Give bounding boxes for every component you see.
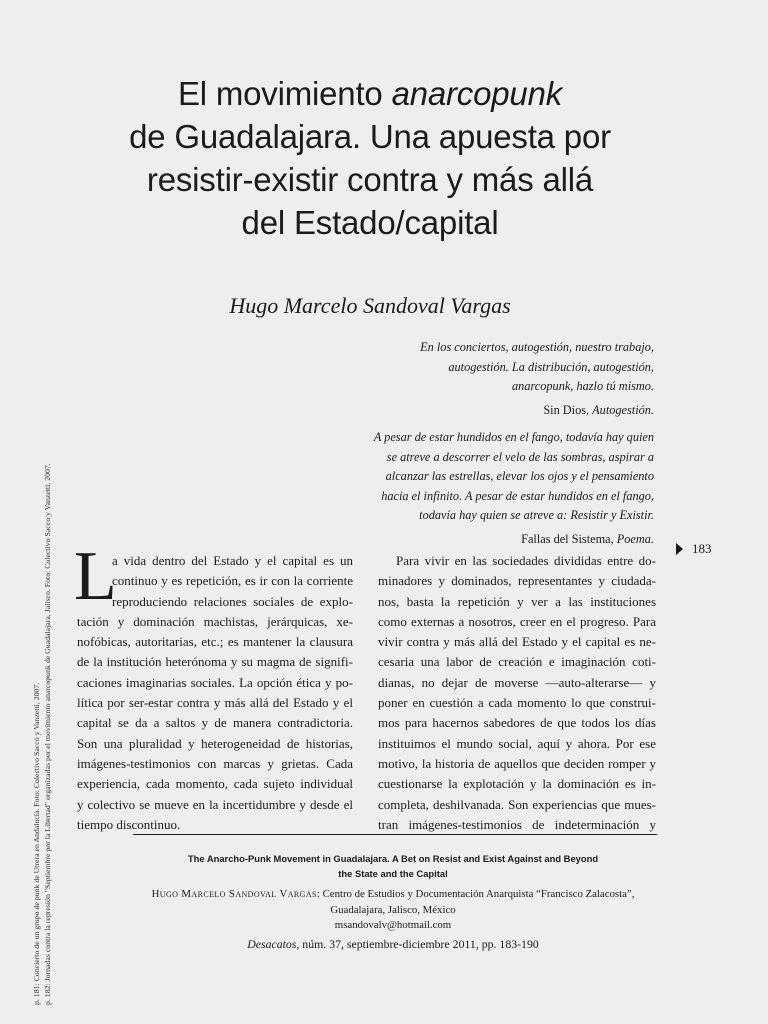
body-column-right bbox=[378, 551, 656, 835]
body-line: reproduciendo relaciones sociales de explo- bbox=[112, 593, 353, 609]
body-line: Para vivir en las sociedades divididas entre do- bbox=[396, 553, 656, 568]
body-line: completa, deshilvanada. Son experiencias que mues- bbox=[378, 796, 656, 812]
body-line: y colectivo se mueve en la incertidumbre y desde el bbox=[77, 796, 353, 812]
epigraph-line: hacia el infinito. A pesar de estar hundidos en el fango, bbox=[381, 488, 654, 503]
title-line-2: de Guadalajara. Una apuesta por bbox=[129, 118, 611, 155]
body-line: tran imágenes-testimonios de indeterminación y bbox=[378, 816, 656, 832]
epigraph-line: autogestión. La distribución, autogestión, bbox=[448, 359, 654, 374]
body-line: de la institución heterónoma y su magma de signifi- bbox=[77, 654, 353, 670]
body-line: como externas a nosotros, creer en el progreso. Para bbox=[378, 613, 656, 629]
epigraph-1 bbox=[334, 338, 654, 420]
body-line: cuestionarse la explotación y la dominación es in- bbox=[378, 776, 656, 792]
epigraph-line: todavía hay quien se atreve a: Resistir y Existir. bbox=[419, 508, 654, 522]
epigraph-line: alcanzar las estrellas, elevar los ojos y el pensamiento bbox=[385, 469, 654, 483]
epigraph-line: En los conciertos, autogestión, nuestro trabajo, bbox=[420, 340, 654, 354]
journal-name: Desacatos bbox=[247, 937, 297, 951]
body-line: imágenes-testimonios con marcas y grietas. Cada bbox=[77, 755, 353, 771]
title-line-1: El movimiento anarcopunk bbox=[177, 75, 563, 112]
body-line: experiencia, cada momento, cada sujeto individual bbox=[77, 776, 353, 792]
article-title bbox=[60, 72, 680, 244]
author-email[interactable]: msandovalv@hotmail.com bbox=[334, 919, 452, 931]
english-title-line-1: The Anarcho-Punk Movement in Guadalajara. A Bet on Resist and Exist Against and Beyond bbox=[187, 853, 599, 864]
body-line: vivir contra y más allá del Estado y el capital es ne- bbox=[378, 634, 656, 650]
body-line: motivo, la historia de aquellos que deciden romper y bbox=[378, 755, 656, 771]
page-number bbox=[676, 541, 712, 557]
body-line: nos, basta la repetición y ver a las instituciones bbox=[378, 593, 656, 609]
body-line: Son una pluralidad y heterogeneidad de historias, bbox=[77, 735, 353, 751]
affiliation-line-1: Hugo Marcelo Sandoval Vargas: Centro de Estudios y Documentación Anarquista “Francisco Zalacosta”, bbox=[151, 888, 635, 900]
title-line-4: del Estado/capital bbox=[241, 204, 499, 241]
body-line: tación y dominación machistas, jerárquicas, xe- bbox=[77, 613, 353, 629]
body-line: dianas, no dejar de moverse —auto-alterarse— y bbox=[378, 674, 656, 690]
epigraph-line: se atreve a descorrer el velo de las sombras, aspirar a bbox=[386, 449, 654, 464]
photo-credit-line: p. 181: Concierto de un grupo de punk de Utrera en Andalucía. Foto: Colectivo Sacco y Vanzetti, 2007. bbox=[32, 682, 41, 1005]
body-line: capital se da a saltos y de manera contradictoria. bbox=[77, 715, 353, 731]
affiliation-author: Hugo Marcelo Sandoval Vargas bbox=[151, 888, 317, 900]
epigraph-line: A pesar de estar hundidos en el fango, todavía hay quien bbox=[373, 430, 654, 444]
epigraph-2 bbox=[334, 428, 654, 549]
title-line-3: resistir-existir contra y más allá bbox=[146, 161, 594, 198]
epigraph-source: Fallas del Sistema, Poema. bbox=[521, 531, 654, 546]
body-line: tiempo discontinuo. bbox=[77, 816, 181, 832]
body-line: caciones imaginarias sociales. La opción ética y po- bbox=[77, 674, 353, 690]
journal-citation: Desacatos, núm. 37, septiembre-diciembre 2011, pp. 183-190 bbox=[247, 937, 539, 951]
body-line: continuo y es repetición, es ir con la corriente bbox=[112, 573, 353, 589]
body-line: mos para hacernos sabedores de que todos los días bbox=[378, 715, 656, 731]
photo-credits bbox=[31, 245, 53, 1005]
body-line: poner en cuestión a cada momento lo que construi- bbox=[378, 695, 656, 711]
english-title bbox=[118, 851, 668, 881]
author-name: Hugo Marcelo Sandoval Vargas bbox=[229, 293, 511, 318]
body-line: nofóbicas, autoritarias, etc.; es mantener la clausura bbox=[77, 634, 353, 650]
epigraph-source: Sin Dios, Autogestión. bbox=[543, 402, 654, 417]
body-line: a vida dentro del Estado y el capital es un bbox=[112, 553, 353, 568]
photo-credit-line: p. 182: Jornadas contra la represión "Septiembre por la Libertad" organizadas por el movimiento anarcopunk de Guadalajara, Jalisco. Foto: Colectivo Sacco y Vanzetti, 2007. bbox=[43, 463, 52, 1005]
epigraph-line: anarcopunk, hazlo tú mismo. bbox=[512, 379, 654, 393]
body-line: instituimos el mundo social, aquí y ahora. Por ese bbox=[378, 735, 656, 751]
english-title-line-2: the State and the Capital bbox=[338, 868, 448, 879]
author-affiliation bbox=[118, 887, 668, 934]
body-line: cesaria una labor de creación e imaginación coti- bbox=[378, 654, 656, 670]
page-number-text: 183 bbox=[692, 541, 712, 556]
section-divider bbox=[133, 834, 657, 835]
triangle-right-icon bbox=[676, 543, 683, 555]
title-italic-term: anarcopunk bbox=[391, 75, 563, 112]
body-line: minadores y dominados, representantes y ciudada- bbox=[378, 573, 656, 589]
affiliation-place: Guadalajara, Jalisco, México bbox=[330, 903, 456, 916]
body-column-left bbox=[74, 538, 353, 835]
drop-cap: L bbox=[74, 538, 117, 615]
body-line: lítica por ser-estar contra y más allá del Estado y el bbox=[77, 695, 353, 711]
